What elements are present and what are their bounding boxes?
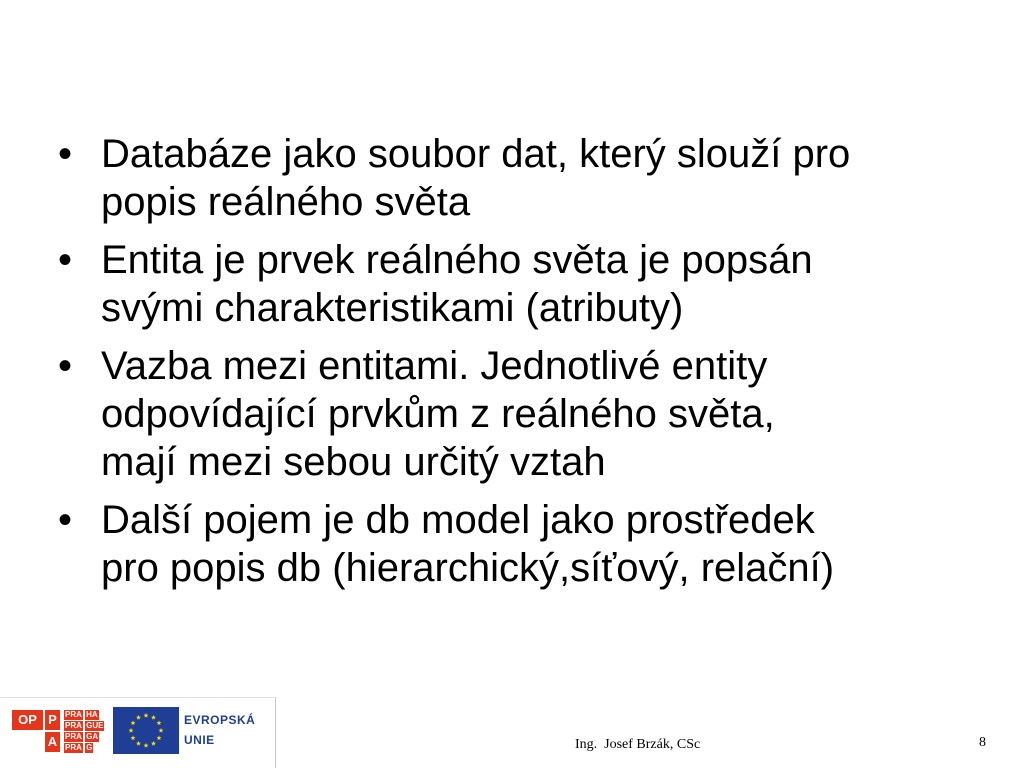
bullet-text-line: Vazba mezi entitami. Jednotlivé entity — [101, 344, 768, 388]
footer-author: Ing. Josef Brzák, CSc — [575, 737, 701, 752]
bullet-text-line: Entita je prvek reálného světa je popsán — [101, 238, 813, 282]
eu-flag-icon — [113, 707, 179, 754]
bullet-item — [58, 236, 978, 332]
praha-logo-row — [64, 721, 108, 731]
bullet-text-line: odpovídající prvkům z reálného světa, — [101, 392, 775, 436]
eu-star-icon — [157, 735, 162, 740]
eu-star-icon — [159, 728, 164, 733]
praha-logo-text: PRA — [65, 721, 82, 730]
praha-logo-row — [64, 710, 108, 720]
eu-star-icon — [129, 728, 134, 733]
bullet-icon: • — [58, 238, 73, 282]
eu-star-icon — [136, 741, 141, 746]
oppa-logo-cell: A — [45, 732, 60, 752]
bullet-item — [58, 342, 978, 486]
bullet-list — [58, 130, 978, 602]
bullet-text-line: popis reálného světa — [101, 180, 471, 224]
bullet-text-line: Databáze jako soubor dat, který slouží pro — [101, 132, 851, 176]
praha-logo-row — [64, 732, 108, 742]
praha-logo-row — [64, 743, 108, 753]
oppa-logo — [12, 710, 60, 752]
bullet-text-line: svými charakteristikami (atributy) — [101, 286, 684, 330]
oppa-logo-cell: OP — [12, 710, 43, 730]
logo-bar — [0, 697, 276, 768]
praha-logo-text: PRA — [65, 732, 82, 741]
eu-star-icon — [144, 713, 149, 718]
eu-label — [184, 710, 255, 750]
praha-logo-text: GA — [86, 732, 99, 741]
eu-label-line: UNIE — [184, 733, 215, 747]
eu-star-icon — [157, 720, 162, 725]
eu-stars-icon — [113, 707, 179, 754]
praha-logo-text: HA — [86, 710, 98, 719]
praha-logo — [64, 710, 108, 752]
eu-star-icon — [151, 715, 156, 720]
bullet-text-line: mají mezi sebou určitý vztah — [101, 440, 606, 484]
bullet-item — [58, 130, 978, 226]
bullet-icon: • — [58, 132, 73, 176]
bullet-text-line: Další pojem je db model jako prostředek — [101, 498, 815, 542]
praha-logo-text: GUE — [86, 721, 104, 730]
bullet-item — [58, 496, 978, 592]
eu-label-line: EVROPSKÁ — [184, 713, 256, 727]
praha-logo-text: PRA — [65, 710, 82, 719]
page-number: 8 — [979, 735, 986, 750]
eu-star-icon — [144, 743, 149, 748]
bullet-icon: • — [58, 498, 73, 542]
bullet-text-line: pro popis db (hierarchický,síťový, relační) — [101, 546, 835, 590]
eu-star-icon — [131, 735, 136, 740]
praha-logo-text: PRA — [65, 743, 82, 752]
oppa-logo-cell: P — [45, 710, 60, 730]
eu-star-icon — [131, 720, 136, 725]
bullet-icon: • — [58, 344, 73, 388]
eu-star-icon — [151, 741, 156, 746]
praha-logo-text: G — [86, 743, 93, 752]
eu-star-icon — [136, 715, 141, 720]
